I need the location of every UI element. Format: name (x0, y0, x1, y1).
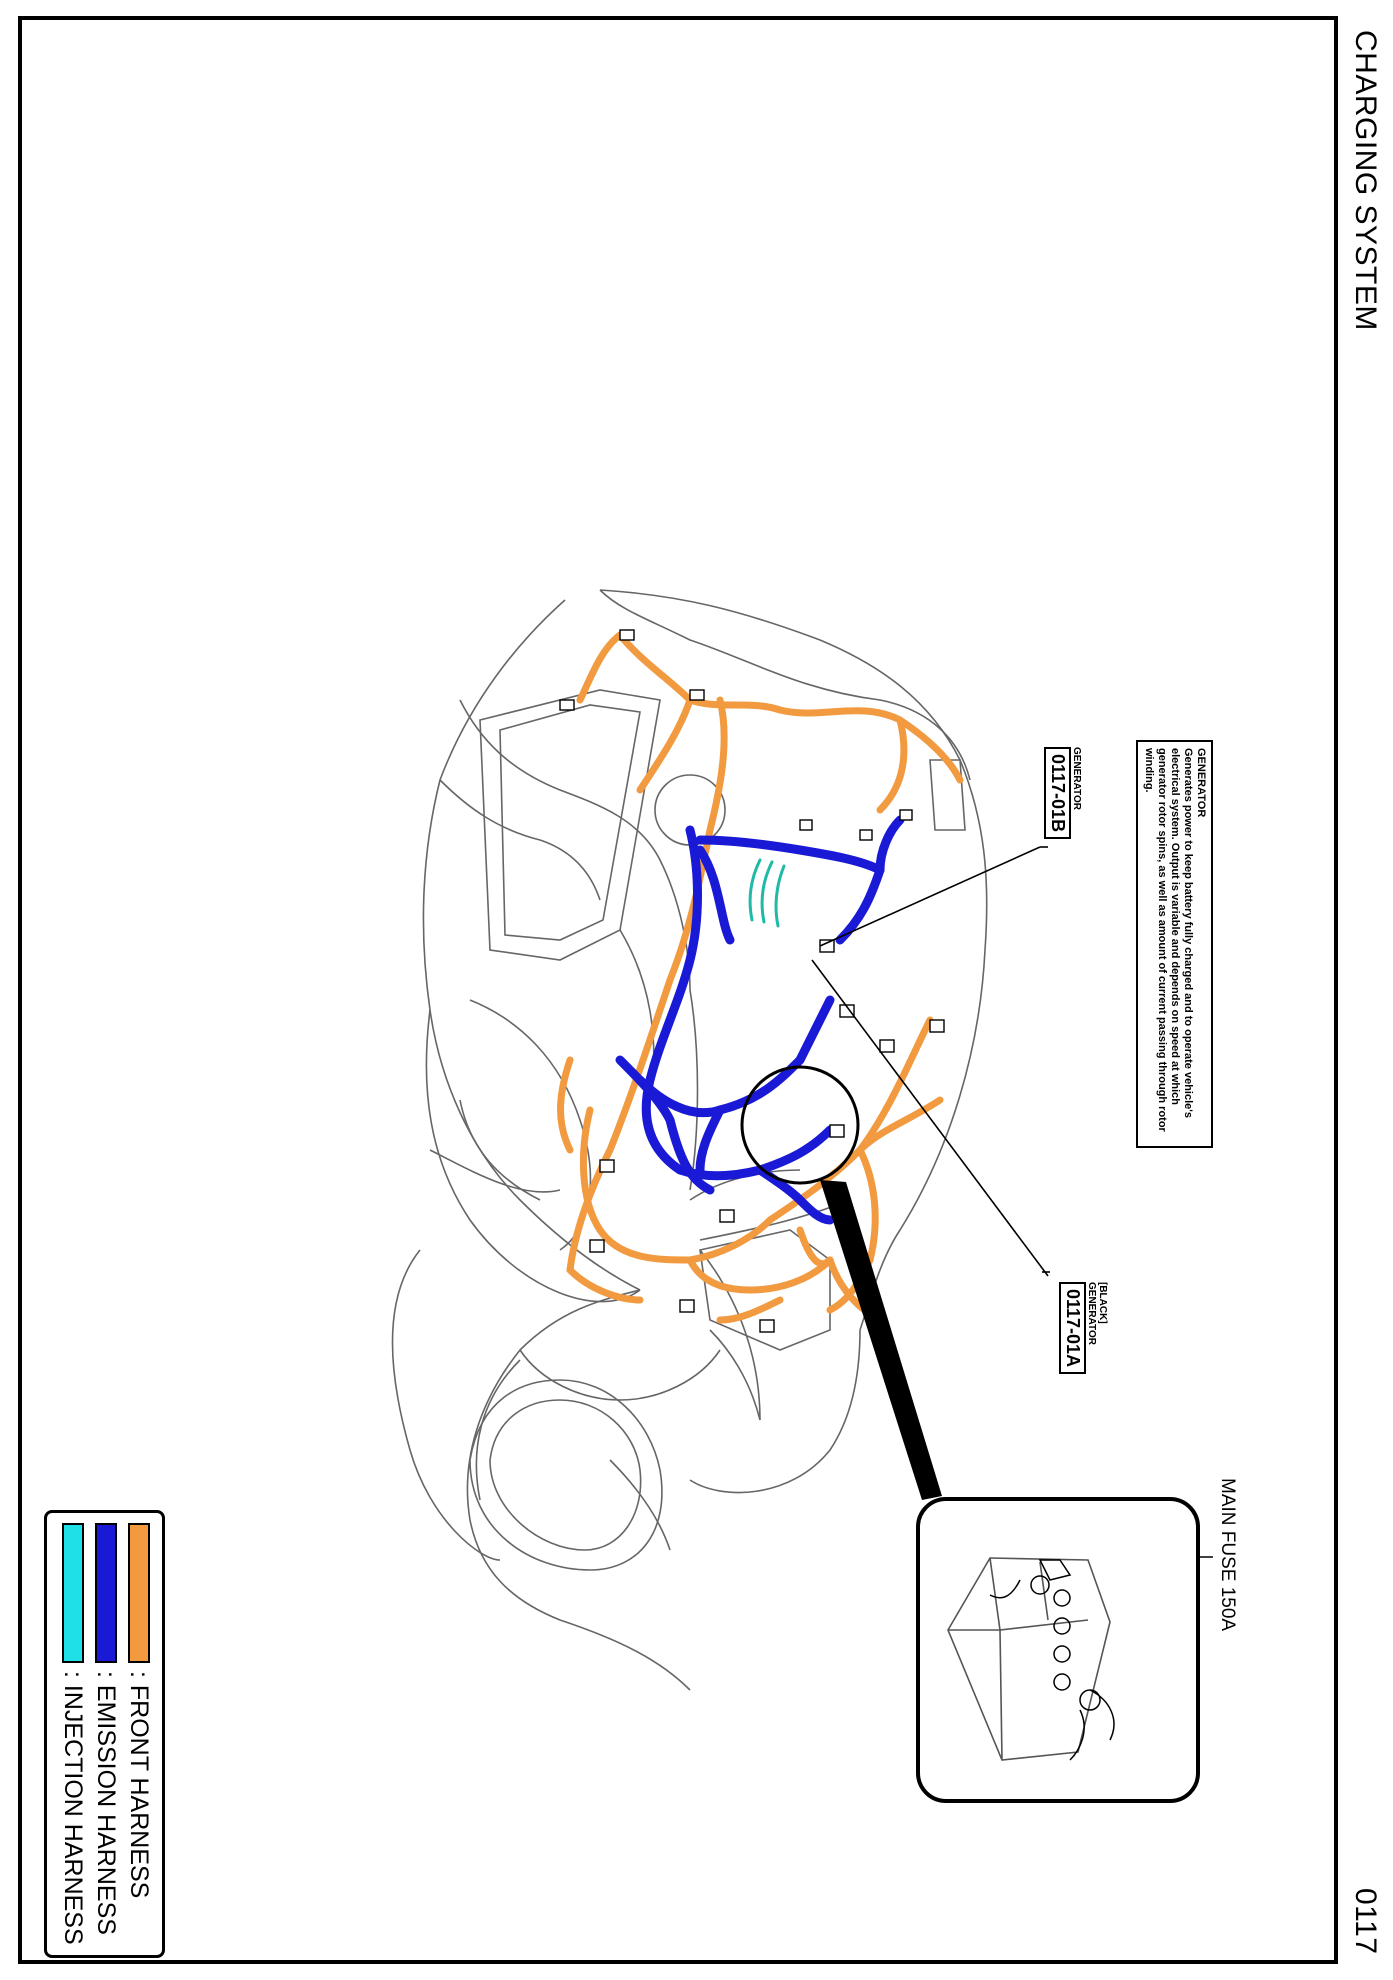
page-title: CHARGING SYSTEM (1349, 30, 1382, 331)
generator-note-text: Generates power to keep battery fully charged and to operate vehicle's electrical system. Output is variable and depends on speed at which generator rotor spins, as well as amount of current passing through rotor winding. (1143, 748, 1194, 1132)
front-harness-swatch (128, 1523, 150, 1663)
connector-b-caption: GENERATOR (1071, 747, 1082, 810)
connector-0117-01a-label (1059, 1282, 1108, 1374)
legend-item-front-harness (124, 1523, 154, 1945)
injection-harness-swatch (62, 1523, 84, 1663)
generator-note-heading: GENERATOR (1195, 748, 1207, 818)
connector-a-caption: GENERATOR (1086, 1282, 1097, 1345)
vehicle-body-outline (393, 590, 987, 1690)
legend-item-injection-harness (58, 1523, 88, 1945)
connector-a-code: 0117-01A (1059, 1282, 1086, 1374)
front-harness-wiring (561, 635, 960, 1320)
injection-harness-wiring (750, 860, 784, 926)
connector-symbols (560, 630, 944, 1332)
generator-description (1136, 740, 1213, 1148)
connector-b-code: 0117-01B (1044, 747, 1071, 839)
legend-label: : INJECTION HARNESS (59, 1671, 88, 1945)
connector-a-color-tag: [BLACK] (1097, 1282, 1108, 1324)
legend-item-emission-harness (91, 1523, 121, 1945)
page-number: 0117 (1349, 1888, 1382, 1955)
main-fuse-detail-inset (918, 1499, 1198, 1801)
emission-harness-wiring (620, 820, 900, 1220)
emission-harness-swatch (95, 1523, 117, 1663)
legend-label: : EMISSION HARNESS (92, 1671, 121, 1935)
detail-pointer (820, 1180, 942, 1500)
main-fuse-label: MAIN FUSE 150A (1217, 1478, 1238, 1632)
legend-label: : FRONT HARNESS (125, 1671, 154, 1899)
connector-0117-01b-label (1044, 747, 1082, 839)
harness-legend (44, 1510, 165, 1958)
